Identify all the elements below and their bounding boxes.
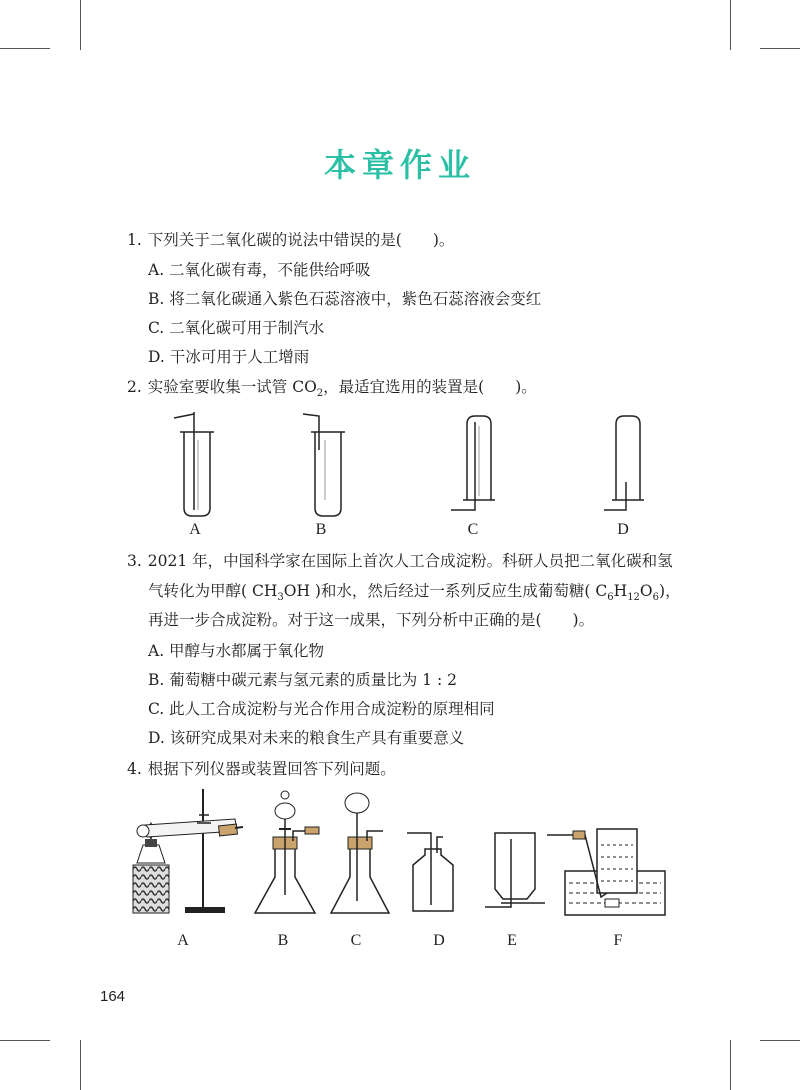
figure-label-d: D [617, 521, 629, 538]
figure-label-b: B [315, 521, 327, 538]
q2-figure-c [445, 410, 505, 520]
question-number: 4. [127, 760, 142, 778]
question-number: 2. [127, 378, 142, 396]
option-c: C. 二氧化碳可用于制汽水 [148, 319, 325, 337]
apparatus-a [133, 789, 243, 913]
apparatus-c [331, 793, 389, 913]
option-b: B. 将二氧化碳通入紫色石蕊溶液中，紫色石蕊溶液会变红 [148, 290, 542, 308]
question-4 [127, 759, 396, 779]
figure-label-a: A [177, 932, 189, 949]
crop-mark [730, 1040, 731, 1090]
question-stem: 根据下列仪器或装置回答下列问题。 [147, 760, 396, 778]
figure-label-d: D [433, 932, 445, 949]
subscript: 2 [316, 388, 324, 400]
question-stem: ，最适宜选用的装置是( )。 [323, 378, 537, 396]
figure-label-c: C [467, 521, 479, 538]
option-c: C. 此人工合成淀粉与光合作用合成淀粉的原理相同 [148, 700, 495, 718]
text: )， [659, 582, 681, 600]
q4-apparatus-figure [125, 785, 685, 925]
subscript: 6 [652, 592, 660, 604]
figure-label-e: E [507, 932, 517, 949]
figure-label-a: A [189, 521, 201, 538]
apparatus-b [255, 791, 319, 913]
crop-mark [760, 1040, 800, 1041]
crop-mark [730, 0, 731, 50]
figure-label-f: F [613, 932, 623, 949]
q2-figure-d [598, 410, 658, 520]
subscript: 3 [277, 592, 284, 604]
question-stem: 2021 年，中国科学家在国际上首次人工合成淀粉。科研人员把二氧化碳和氢 [147, 552, 673, 570]
option-b: B. 葡萄糖中碳元素与氢元素的质量比为 1 : 2 [148, 671, 457, 689]
text: 气转化为甲醇( CH [148, 582, 278, 600]
crop-mark [0, 1040, 50, 1041]
question-3-line-3: 再进一步合成淀粉。对于这一成果，下列分析中正确的是( )。 [148, 611, 595, 629]
page-number: 164 [100, 988, 126, 1005]
option-a: A. 二氧化碳有毒，不能供给呼吸 [148, 261, 371, 279]
question-number: 3. [127, 552, 142, 570]
q2-figure-a [170, 410, 230, 520]
apparatus-f [547, 829, 665, 915]
question-stem: 实验室要收集一试管 CO [147, 378, 317, 396]
question-stem: 下列关于二氧化碳的说法中错误的是( )。 [147, 231, 455, 249]
text: H [613, 582, 628, 600]
question-3 [127, 551, 673, 571]
crop-mark [0, 48, 50, 49]
figure-label-c: C [350, 932, 362, 949]
crop-mark [760, 48, 800, 49]
figure-label-b: B [277, 932, 289, 949]
subscript: 6 [607, 592, 614, 604]
question-3-line-2 [148, 581, 681, 604]
q2-figure-b [295, 410, 355, 520]
option-d: D. 干冰可用于人工增雨 [148, 348, 310, 366]
subscript: 12 [627, 592, 640, 604]
question-number: 1. [127, 231, 142, 249]
apparatus-d [407, 833, 453, 911]
option-a: A. 甲醇与水都属于氧化物 [148, 642, 325, 660]
text: OH )和水，然后经过一系列反应生成葡萄糖( C [283, 582, 608, 600]
question-2 [127, 377, 537, 400]
question-1 [127, 230, 454, 250]
option-d: D. 该研究成果对未来的粮食生产具有重要意义 [148, 729, 465, 747]
crop-mark [80, 0, 81, 50]
text: O [639, 582, 653, 600]
apparatus-e [485, 833, 545, 907]
crop-mark [80, 1040, 81, 1090]
page-title: 本章作业 [323, 146, 476, 184]
